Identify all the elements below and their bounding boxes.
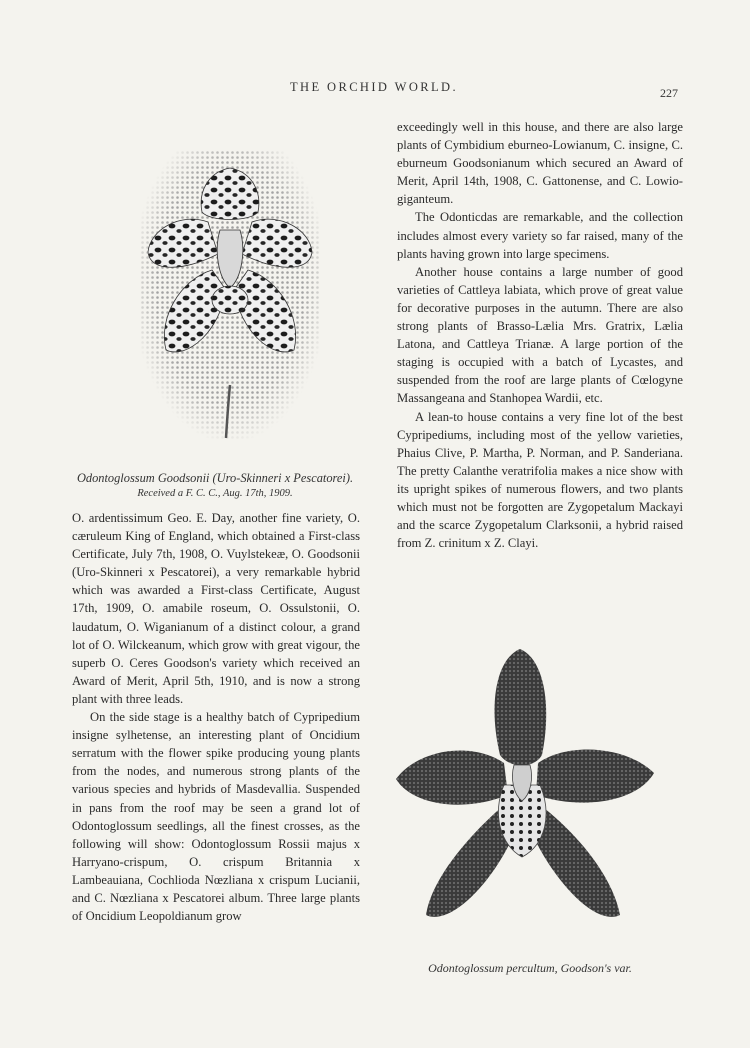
left-paragraph-2: On the side stage is a healthy batch of Cypripedium insigne sylhetense, an interesting plant of Oncidium serratum with the flower spike producing young plants from the nodes, and numerous strong plants of the various species and hybrids of Masdevallia. Suspended in pans from the roof may be seen a grand lot of Odontoglossum seedlings, all the finest crosses, as the following will show: Odontoglossum Rossii majus x Harryano-crispum, O. crispum Britannia x Lambeauiana, Cochlioda Nœzliana x crispum Lucianii, and C. Nœzliana x Pescatorei album. Three large plants of Oncidium Leopoldianum grow bbox=[72, 710, 360, 924]
page-number: 227 bbox=[660, 86, 678, 100]
right-text-column bbox=[397, 118, 683, 552]
figure1-caption: Odontoglossum Goodsonii (Uro-Skinneri x Pescatorei). bbox=[76, 471, 354, 485]
orchid-photo-percultum bbox=[392, 645, 660, 945]
right-paragraph-4: A lean-to house contains a very fine lot of the best Cypripediums, including most of the yellow varieties, Phaius Clive, P. Martha, P. Norman, and P. Sanderiana. The pretty Calanthe veratrifolia makes a nice show with its upright spikes of numerous flowers, and two plants which must not be forgotten are Zygopetalum Mackayi and the scarce Zygopetalum Clarksonii, a hybrid raised from Z. crinitum x Z. Clayi. bbox=[397, 409, 683, 551]
figure2-caption: Odontoglossum percultum, Goodson's var. bbox=[428, 961, 632, 975]
right-paragraph-1: exceedingly well in this house, and there are also large plants of Cymbidium eburneo-Lowianum, C. insigne, C. eburneum Goodsonianum which secured an Award of Merit, April 14th, 1908, C. Gattonense, and C. Lowio-giganteum. bbox=[397, 120, 683, 207]
running-title: THE ORCHID WORLD. bbox=[290, 80, 458, 94]
orchid-photo-goodsonii bbox=[140, 150, 320, 440]
left-text-column bbox=[72, 509, 360, 925]
right-paragraph-3: Another house contains a large number of good varieties of Cattleya labiata, which prove of great value for decorative purposes in the autumn. There are also strong plants of Brasso-Lælia Mrs. Gratrix, Lælia Latona, and Cattleya Trianæ. A large portion of the staging is occupied with a batch of Lycastes, and suspended from the roof are large plants of Cœlogyne Massangeana and Stanhopea Wardii, etc. bbox=[397, 264, 683, 406]
figure1-sub-caption: Received a F. C. C., Aug. 17th, 1909. bbox=[137, 488, 293, 499]
left-paragraph-1: O. ardentissimum Geo. E. Day, another fine variety, O. cæruleum King of England, which obtained a First-class Certificate, July 7th, 1908, O. Vuylstekeæ, O. Goodsonii (Uro-Skinneri x Pescatorei), a very remarkable hybrid which was awarded a First-class Certificate, August 17th, 1909, O. amabile roseum, O. Ossulstonii, O. laudatum, O. Wiganianum of a distinct colour, a grand lot of O. Wilckeanum, which grow with great vigour, the superb O. Ceres Goodson's variety which received an Award of Merit, April 5th, 1910, and is now a strong plant with three leads. bbox=[72, 511, 360, 706]
right-paragraph-2: The Odonticdas are remarkable, and the collection includes almost every variety so far raised, many of the plants having grown into large specimens. bbox=[397, 210, 683, 261]
